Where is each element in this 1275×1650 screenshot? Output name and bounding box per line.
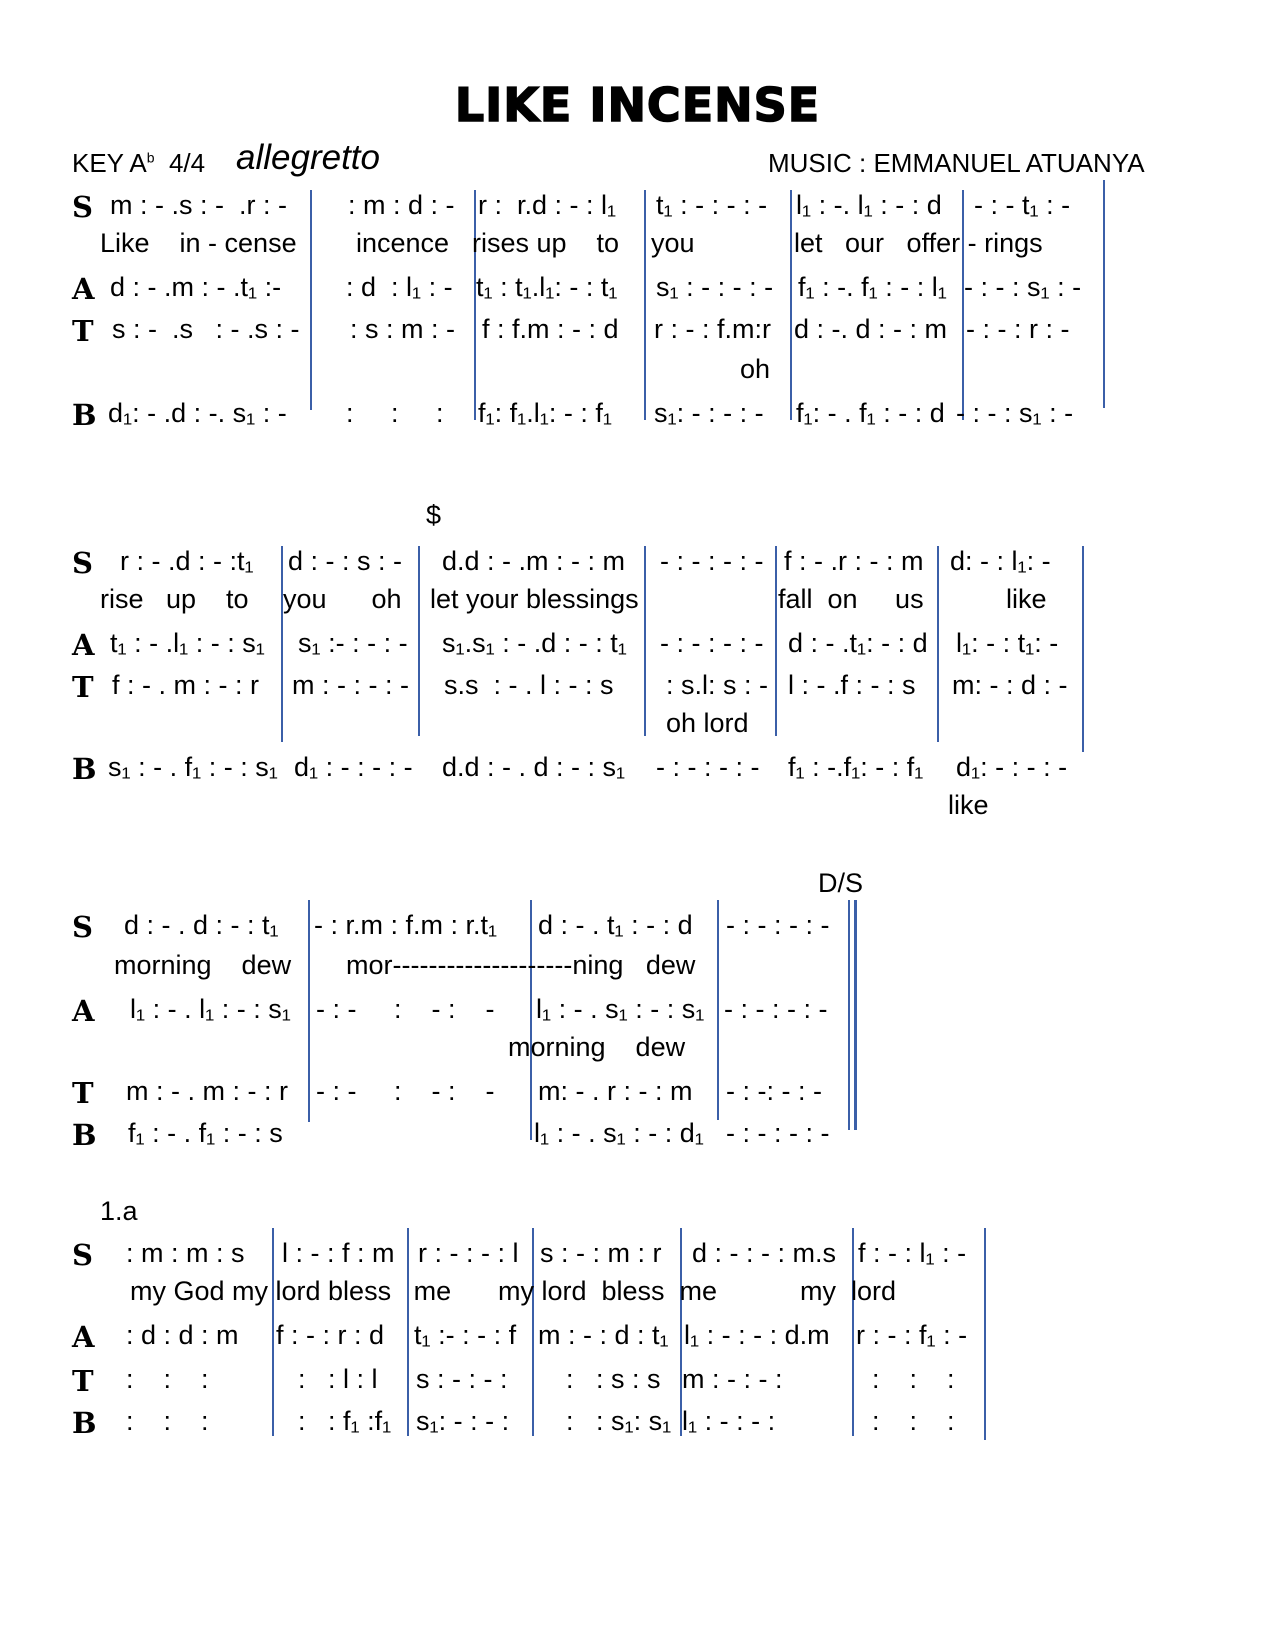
measure: : m : d : -: [348, 190, 455, 220]
barline: [644, 546, 646, 736]
measure: f : - : r : d: [276, 1320, 385, 1350]
lyric: fall on us: [778, 584, 924, 614]
final-barline-thin: [848, 900, 850, 1130]
measure: d : - .m : - .t₁ :-: [110, 272, 282, 302]
measure: r : - : - : l: [418, 1238, 519, 1268]
measure: t₁ : t₁.l₁: - : t₁: [476, 272, 618, 302]
measure: d₁: - .d : -. s₁ : -: [108, 398, 287, 428]
measure: f₁ : -.f₁: - : f₁: [788, 752, 924, 782]
tenor-lyric: oh lord: [666, 708, 749, 738]
measure: f : - . m : - : r: [112, 670, 259, 700]
voice-label-soprano: S: [72, 910, 93, 944]
barline: [680, 1228, 682, 1436]
measure: - : r.m : f.m : r.t₁: [314, 910, 498, 940]
barline: [1082, 546, 1084, 752]
lyric: my lord: [800, 1276, 897, 1306]
measure: t₁ : - : - : -: [656, 190, 768, 220]
alto-lyric: morning dew: [508, 1032, 686, 1062]
measure: s₁ : - : - : -: [656, 272, 774, 302]
barline: [644, 190, 646, 420]
final-barline-thick: [854, 900, 857, 1130]
voice-label-soprano: S: [72, 546, 93, 580]
barline: [937, 546, 939, 742]
measure: r : - : f.m:r: [654, 314, 771, 344]
barline: [272, 1228, 274, 1436]
measure: d₁: - : - : -: [956, 752, 1068, 782]
lyric: my God my lord bless me: [130, 1276, 452, 1306]
measure: : : s : s: [566, 1364, 661, 1394]
barline: [717, 900, 719, 1120]
lyric: rises up to: [472, 228, 620, 258]
voice-label-bass: B: [72, 398, 97, 432]
bass-lyric: like: [948, 790, 989, 820]
lyric: let your blessings: [430, 584, 639, 614]
measure: s₁.s₁ : - .d : - : t₁: [442, 628, 627, 658]
lyric: morning dew: [114, 950, 292, 980]
measure: : : l : l: [298, 1364, 378, 1394]
barline: [281, 546, 283, 742]
voice-label-alto: A: [72, 1320, 95, 1354]
barline: [962, 190, 964, 420]
barline: [530, 900, 532, 1140]
voice-label-bass: B: [72, 1406, 97, 1440]
lyric: you: [651, 228, 695, 258]
barline: [852, 1228, 854, 1436]
voice-label-bass: B: [72, 752, 97, 786]
measure: - : - : - : -: [726, 1118, 830, 1148]
voice-label-tenor: T: [72, 670, 94, 704]
song-title: LIKE INCENSE: [454, 78, 821, 132]
music-credit: MUSIC : EMMANUEL ATUANYA: [768, 148, 1145, 178]
measure: m: - . r : - : m: [538, 1076, 693, 1106]
barline: [775, 546, 777, 736]
first-ending-label: 1.a: [100, 1196, 138, 1226]
measure: l₁ : - : - :: [682, 1406, 776, 1436]
measure: : m : m : s: [126, 1238, 245, 1268]
measure: l₁ : - . s₁ : - : d₁: [534, 1118, 704, 1148]
measure: s : - : - :: [416, 1364, 508, 1394]
measure: s : - .s : - .s : -: [112, 314, 300, 344]
measure: f : - .r : - : m: [784, 546, 924, 576]
measure: - : - t₁ : -: [974, 190, 1071, 220]
barline: [984, 1228, 986, 1440]
measure: d : - . d : - : t₁: [124, 910, 279, 940]
dal-segno-sign: D/S: [818, 868, 864, 898]
measure: - : - : - : -: [316, 1076, 495, 1106]
lyric: mor--------------------ning dew: [346, 950, 696, 980]
voice-label-bass: B: [72, 1118, 97, 1152]
key-flat: b: [146, 149, 155, 166]
voice-label-alto: A: [72, 272, 95, 306]
measure: m : - : d : t₁: [538, 1320, 669, 1350]
measure: s : - : m : r: [540, 1238, 662, 1268]
measure: m : - : - :: [682, 1364, 783, 1394]
measure: f₁ : -. f₁ : - : l₁: [798, 272, 947, 302]
measure: - : - : - : -: [316, 994, 495, 1024]
measure: - : - : - : -: [724, 994, 828, 1024]
measure: d : - .t₁: - : d: [788, 628, 928, 658]
measure: s₁: - : - :: [416, 1406, 510, 1436]
measure: f₁: f₁.l₁: - : f₁: [478, 398, 612, 428]
measure: - : - : s₁ : -: [956, 398, 1074, 428]
voice-label-alto: A: [72, 994, 95, 1028]
key-label: KEY A: [72, 148, 147, 178]
lyric: rise up to: [100, 584, 249, 614]
measure: r : - .d : - :t₁: [120, 546, 254, 576]
measure: d : -. d : - : m: [794, 314, 948, 344]
barline: [310, 190, 312, 410]
measure: d.d : - .m : - : m: [442, 546, 626, 576]
voice-label-alto: A: [72, 628, 95, 662]
measure: m : - .s : - .r : -: [110, 190, 287, 220]
measure: - : - : - : -: [656, 752, 760, 782]
voice-label-tenor: T: [72, 1364, 94, 1398]
measure: s.s : - . l : - : s: [444, 670, 614, 700]
measure: : d : d : m: [126, 1320, 239, 1350]
measure: m: - : d : -: [952, 670, 1068, 700]
lyric: you oh: [283, 584, 402, 614]
measure: f₁ : - . f₁ : - : s: [128, 1118, 283, 1148]
voice-label-tenor: T: [72, 1076, 94, 1110]
barline: [418, 546, 420, 736]
measure: - : - : s₁ : -: [964, 272, 1082, 302]
measure: l : - : f : m: [282, 1238, 395, 1268]
measure: s₁ : - . f₁ : - : s₁: [108, 752, 278, 782]
measure: t₁ : - .l₁ : - : s₁: [110, 628, 265, 658]
measure: s₁ :- : - : -: [298, 628, 408, 658]
measure: : : :: [126, 1364, 209, 1394]
measure: - : - : - : -: [726, 910, 830, 940]
measure: r : r.d : - : l₁: [478, 190, 617, 220]
barline: [1103, 180, 1105, 408]
lyric: like: [1006, 584, 1047, 614]
measure: : : :: [872, 1364, 955, 1394]
measure: f : - : l₁ : -: [858, 1238, 967, 1268]
barline: [790, 190, 792, 420]
measure: l₁ : - : - : d.m: [684, 1320, 830, 1350]
measure: - : -: - : -: [726, 1076, 822, 1106]
voice-label-soprano: S: [72, 1238, 93, 1272]
lyric: my lord bless me: [498, 1276, 718, 1306]
measure: r : - : f₁ : -: [856, 1320, 968, 1350]
key-signature: [72, 148, 205, 179]
segno-sign: $: [426, 500, 442, 530]
voice-label-soprano: S: [72, 190, 93, 224]
measure: l₁ : - . s₁ : - : s₁: [536, 994, 705, 1024]
measure: : : f₁ :f₁: [298, 1406, 392, 1436]
measure: : d : l₁ : -: [346, 272, 453, 302]
lyric: let our offer - rings: [794, 228, 1043, 258]
measure: l₁ : -. l₁ : - : d: [796, 190, 942, 220]
measure: d : - : - : m.s: [692, 1238, 837, 1268]
measure: d.d : - . d : - : s₁: [442, 752, 626, 782]
barline: [474, 190, 476, 420]
measure: m : - . m : - : r: [126, 1076, 288, 1106]
measure: f₁: - . f₁ : - : d: [796, 398, 945, 428]
measure: - : - : - : -: [660, 546, 764, 576]
tempo-marking: allegretto: [236, 138, 380, 177]
measure: : s : m : -: [350, 314, 455, 344]
measure: l : - .f : - : s: [788, 670, 916, 700]
measure: d₁ : - : - : -: [294, 752, 413, 782]
barline: [308, 900, 310, 1122]
tenor-lyric: oh: [740, 354, 771, 384]
measure: d : - . t₁ : - : d: [538, 910, 693, 940]
measure: - : - : - : -: [660, 628, 764, 658]
lyric: incence: [356, 228, 450, 258]
measure: l₁: - : t₁: -: [956, 628, 1059, 658]
measure: : : :: [126, 1406, 209, 1436]
measure: f : f.m : - : d: [482, 314, 619, 344]
time-signature: 4/4: [168, 148, 206, 178]
measure: t₁ :- : - : f: [414, 1320, 517, 1350]
voice-label-tenor: T: [72, 314, 94, 348]
measure: d : - : s : -: [288, 546, 403, 576]
measure: : : :: [346, 398, 444, 428]
measure: : : s₁: s₁: [566, 1406, 672, 1436]
measure: m : - : - : -: [292, 670, 409, 700]
measure: s₁: - : - : -: [654, 398, 764, 428]
measure: d: - : l₁: -: [950, 546, 1051, 576]
measure: l₁ : - . l₁ : - : s₁: [130, 994, 291, 1024]
barline: [407, 1228, 409, 1436]
lyric: Like in - cense: [100, 228, 297, 258]
measure: : s.l: s : -: [666, 670, 769, 700]
measure: : : :: [872, 1406, 955, 1436]
barline: [532, 1228, 534, 1436]
measure: - : - : r : -: [966, 314, 1070, 344]
